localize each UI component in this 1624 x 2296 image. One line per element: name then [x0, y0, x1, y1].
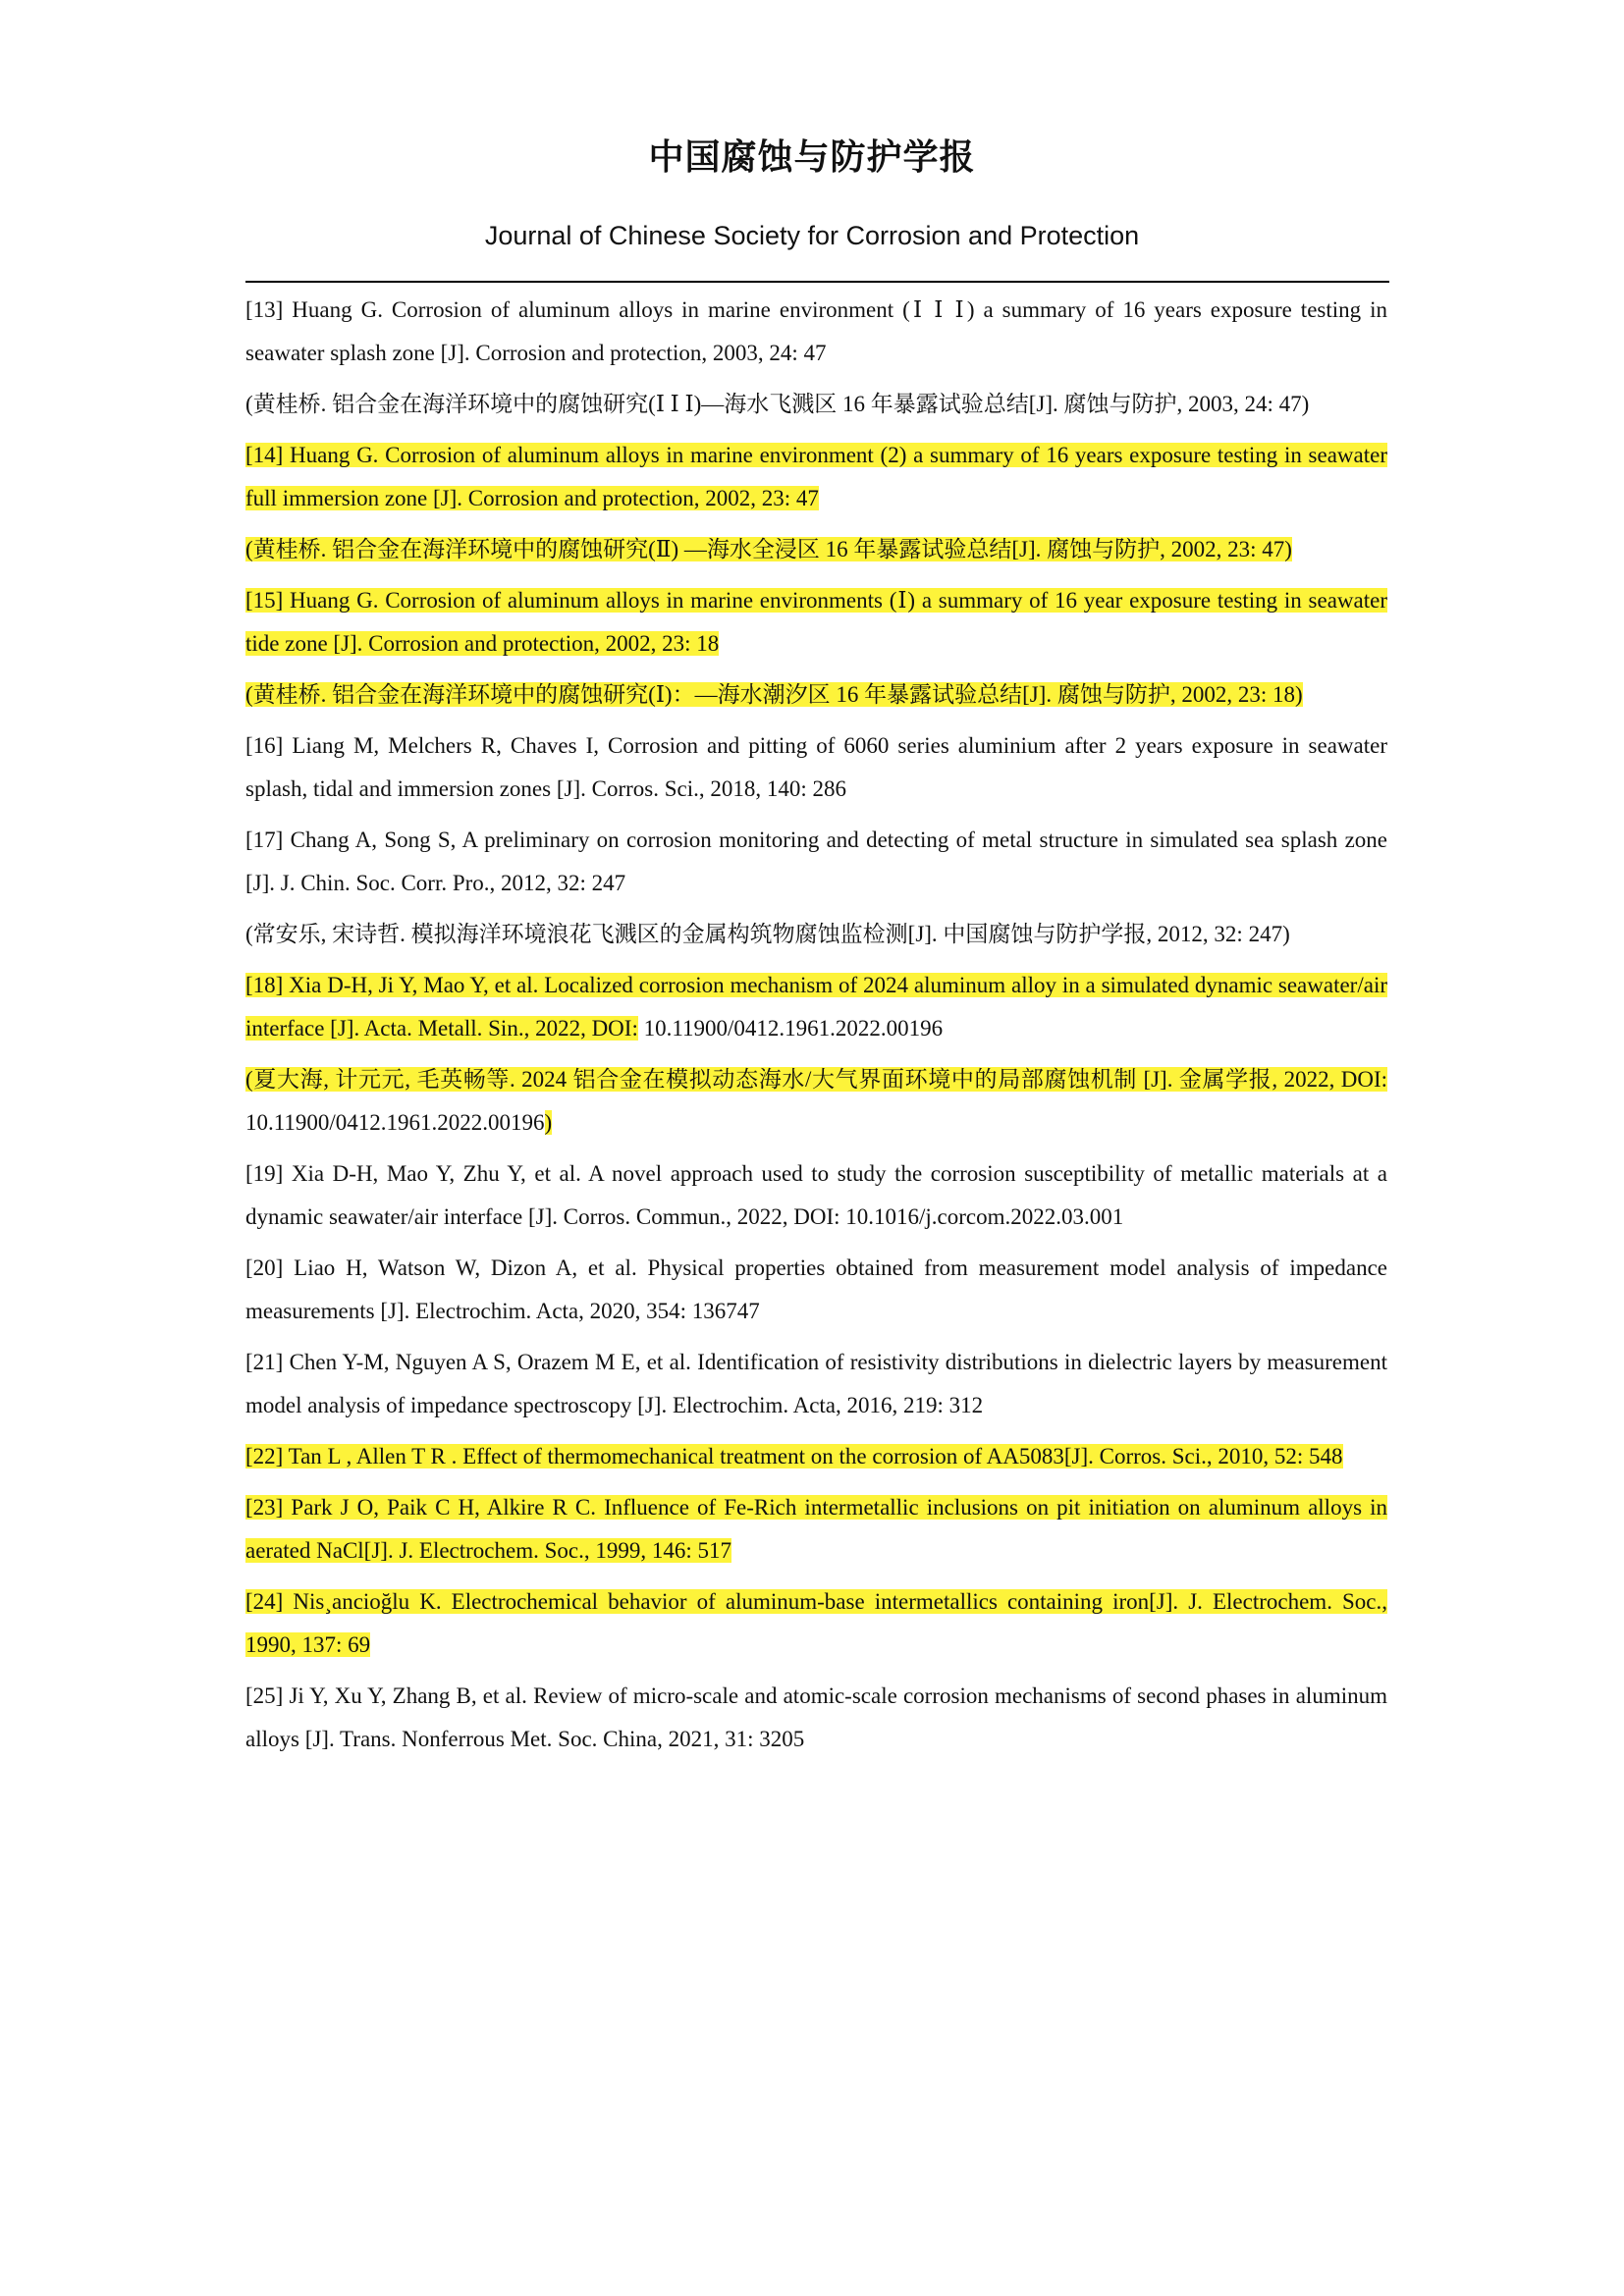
reference-text: (黄桂桥. 铝合金在海洋环境中的腐蚀研究(Ⅰ Ⅰ Ⅰ)—海水飞溅区 16 年暴露试验总结[J]. 腐蚀与防护, 2003, 24: 47) [245, 392, 1310, 416]
reference-text: [25] Ji Y, Xu Y, Zhang B, et al. Review of micro-scale and atomic-scale corrosion mechanisms of second phases in aluminum alloys [J]. Trans. Nonferrous Met. Soc. China, 2021, 31: 3205 [245, 1683, 1387, 1751]
reference-text: [16] Liang M, Melchers R, Chaves I, Corrosion and pitting of 6060 series aluminium after 2 years exposure in seawater splash, tidal and immersion zones [J]. Corros. Sci., 2018, 140: 286 [245, 733, 1387, 801]
reference-entry [245, 579, 1387, 666]
reference-entry [245, 673, 1387, 717]
reference-entry [245, 289, 1387, 375]
highlighted-text: [22] Tan L , Allen T R . Effect of thermomechanical treatment on the corrosion of AA5083[J]. Corros. Sci., 2010, 52: 548 [245, 1444, 1343, 1468]
reference-entry [245, 913, 1387, 956]
reference-text: [20] Liao H, Watson W, Dizon A, et al. Physical properties obtained from measurement model analysis of impedance measurements [J]. Electrochim. Acta, 2020, 354: 136747 [245, 1255, 1387, 1323]
highlighted-text: (夏大海, 计元元, 毛英畅等. 2024 铝合金在模拟动态海水/大气界面环境中的局部腐蚀机制 [J]. 金属学报, 2022, DOI: [245, 1067, 1387, 1092]
journal-title-chinese: 中国腐蚀与防护学报 [648, 137, 976, 178]
reference-entry [245, 964, 1387, 1050]
reference-text: [17] Chang A, Song S, A preliminary on corrosion monitoring and detecting of metal structure in simulated sea splash zone [J]. J. Chin. Soc. Corr. Pro., 2012, 32: 247 [245, 828, 1387, 895]
reference-entry [245, 1152, 1387, 1239]
reference-text: [21] Chen Y-M, Nguyen A S, Orazem M E, et al. Identification of resistivity distributions in dielectric layers by measurement model analysis of impedance spectroscopy [J]. Electrochim. Acta, 2016, 219: 312 [245, 1350, 1387, 1417]
reference-entry [245, 528, 1387, 571]
reference-entry [245, 383, 1387, 426]
highlighted-text: [14] Huang G. Corrosion of aluminum alloys in marine environment (2) a summary of 16 years exposure testing in seawater full immersion zone [J]. Corrosion and protection, 2002, 23: 47 [245, 443, 1387, 510]
reference-entry [245, 434, 1387, 520]
highlighted-text: [24] Nis¸ancioğlu K. Electrochemical behavior of aluminum-base intermetallics containing iron[J]. J. Electrochem. Soc., 1990, 137: 69 [245, 1589, 1387, 1657]
reference-entry [245, 1341, 1387, 1427]
reference-text: [13] Huang G. Corrosion of aluminum alloys in marine environment (Ⅰ Ⅰ Ⅰ) a summary of 16 years exposure testing in seawater splash zone [J]. Corrosion and protection, 2003, 24: 47 [245, 297, 1387, 365]
reference-entry [245, 724, 1387, 811]
reference-entry [245, 1486, 1387, 1573]
reference-text: 10.11900/0412.1961.2022.00196 [245, 1110, 545, 1135]
journal-title-english: Journal of Chinese Society for Corrosion and Protection [484, 221, 1140, 250]
highlighted-text: (黄桂桥. 铝合金在海洋环境中的腐蚀研究(Ⅱ) —海水全浸区 16 年暴露试验总结[J]. 腐蚀与防护, 2002, 23: 47) [245, 537, 1292, 561]
reference-text: 10.11900/0412.1961.2022.00196 [637, 1016, 944, 1041]
highlighted-text: [23] Park J O, Paik C H, Alkire R C. Influence of Fe-Rich intermetallic inclusions on pit initiation on aluminum alloys in aerated NaCl[J]. J. Electrochem. Soc., 1999, 146: 517 [245, 1495, 1387, 1563]
highlighted-text: ) [544, 1110, 553, 1135]
highlighted-text: [15] Huang G. Corrosion of aluminum alloys in marine environments (Ⅰ) a summary of 16 year exposure testing in seawater tide zone [J]. Corrosion and protection, 2002, 23: 18 [245, 588, 1387, 656]
reference-text: (常安乐, 宋诗哲. 模拟海洋环境浪花飞溅区的金属构筑物腐蚀监检测[J]. 中国腐蚀与防护学报, 2012, 32: 247) [245, 922, 1290, 946]
highlighted-text: (黄桂桥. 铝合金在海洋环境中的腐蚀研究(Ⅰ)：—海水潮汐区 16 年暴露试验总结[J]. 腐蚀与防护, 2002, 23: 18) [245, 682, 1303, 707]
reference-entry [245, 1580, 1387, 1667]
reference-entry [245, 1435, 1387, 1478]
highlighted-text: [18] Xia D-H, Ji Y, Mao Y, et al. Localized corrosion mechanism of 2024 aluminum alloy in a simulated dynamic seawater/air interface [J]. Acta. Metall. Sin., 2022, DOI: [245, 973, 1387, 1041]
reference-text: [19] Xia D-H, Mao Y, Zhu Y, et al. A novel approach used to study the corrosion susceptibility of metallic materials at a dynamic seawater/air interface [J]. Corros. Commun., 2022, DOI: 10.1016/j.corcom.2022.03.001 [245, 1161, 1387, 1229]
header-divider [245, 281, 1389, 283]
reference-list [245, 289, 1387, 1769]
reference-entry [245, 1247, 1387, 1333]
reference-entry [245, 1675, 1387, 1761]
reference-entry [245, 819, 1387, 905]
reference-entry [245, 1058, 1387, 1145]
